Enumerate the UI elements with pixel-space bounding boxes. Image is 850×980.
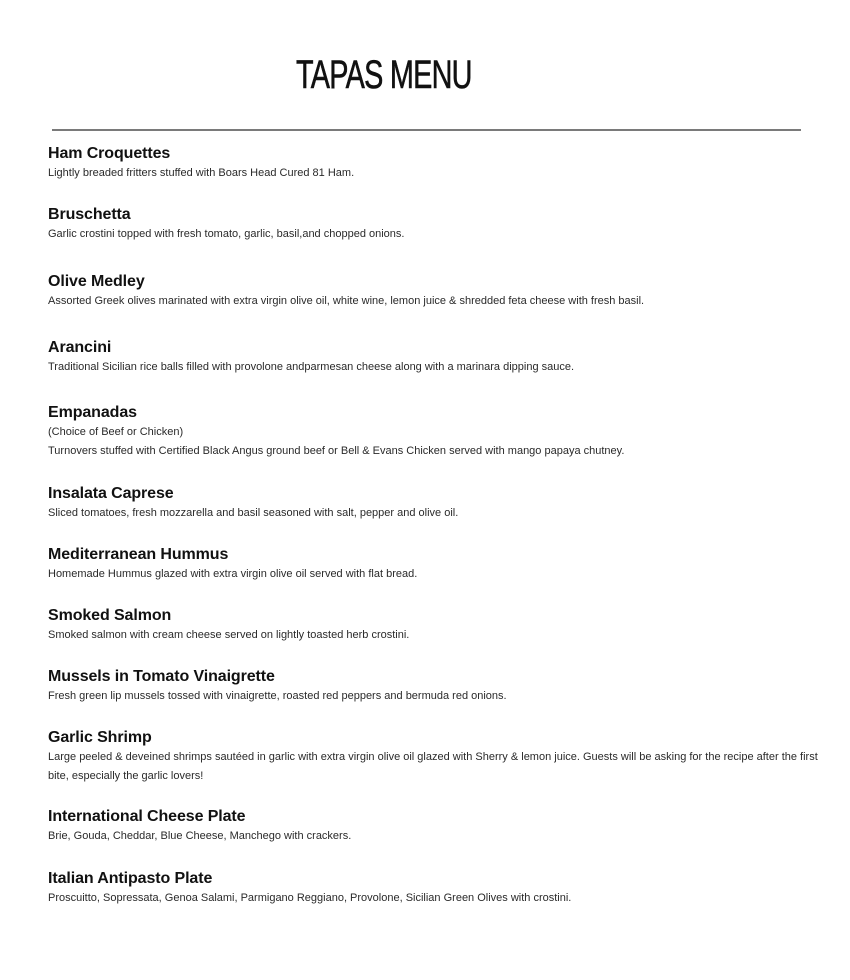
item-note: (Choice of Beef or Chicken) <box>48 426 184 438</box>
item-name: International Cheese Plate <box>48 808 246 825</box>
menu-item <box>48 338 838 377</box>
item-name: Mussels in Tomato Vinaigrette <box>48 668 275 685</box>
item-name: Bruschetta <box>48 206 131 223</box>
item-name: Mediterranean Hummus <box>48 546 229 563</box>
item-description: Sliced tomatoes, fresh mozzarella and basil seasoned with salt, pepper and olive oil. <box>48 507 459 519</box>
item-description: Lightly breaded fritters stuffed with Boars Head Cured 81 Ham. <box>48 167 355 179</box>
item-description: Large peeled & deveined shrimps sautéed in garlic with extra virgin olive oil glazed with Sherry & lemon juice. Guests will be asking for the recipe after the first bite, especially the garlic lovers! <box>48 751 818 782</box>
menu-item <box>48 545 838 584</box>
item-name: Empanadas <box>48 404 137 421</box>
item-name: Smoked Salmon <box>48 607 172 624</box>
menu-item <box>48 606 838 645</box>
menu-item <box>48 272 838 311</box>
item-description: Traditional Sicilian rice balls filled with provolone andparmesan cheese along with a marinara dipping sauce. <box>48 361 575 373</box>
item-description: Garlic crostini topped with fresh tomato, garlic, basil,and chopped onions. <box>48 228 405 240</box>
menu-item <box>48 144 838 183</box>
menu-item <box>48 807 838 846</box>
item-description: Smoked salmon with cream cheese served on lightly toasted herb crostini. <box>48 629 410 641</box>
title-divider <box>52 129 801 131</box>
item-description: Fresh green lip mussels tossed with vinaigrette, roasted red peppers and bermuda red onions. <box>48 690 507 702</box>
menu-item <box>48 728 838 786</box>
item-description: Turnovers stuffed with Certified Black Angus ground beef or Bell & Evans Chicken served with mango papaya chutney. <box>48 445 625 457</box>
item-description: Proscuitto, Sopressata, Genoa Salami, Parmigano Reggiano, Provolone, Sicilian Green Olives with crostini. <box>48 892 572 904</box>
item-description: Homemade Hummus glazed with extra virgin olive oil served with flat bread. <box>48 568 418 580</box>
menu-title: TAPAS MENU <box>296 53 472 97</box>
item-name: Ham Croquettes <box>48 145 171 162</box>
menu-item <box>48 403 838 461</box>
item-description: Assorted Greek olives marinated with extra virgin olive oil, white wine, lemon juice & shredded feta cheese with fresh basil. <box>48 295 645 307</box>
item-name: Olive Medley <box>48 273 145 290</box>
item-name: Italian Antipasto Plate <box>48 870 213 887</box>
item-name: Garlic Shrimp <box>48 729 152 746</box>
menu-item <box>48 484 838 523</box>
menu-item <box>48 869 838 908</box>
item-name: Arancini <box>48 339 112 356</box>
item-description: Brie, Gouda, Cheddar, Blue Cheese, Manchego with crackers. <box>48 830 352 842</box>
menu-item <box>48 205 838 244</box>
menu-item <box>48 667 838 706</box>
item-name: Insalata Caprese <box>48 485 174 502</box>
